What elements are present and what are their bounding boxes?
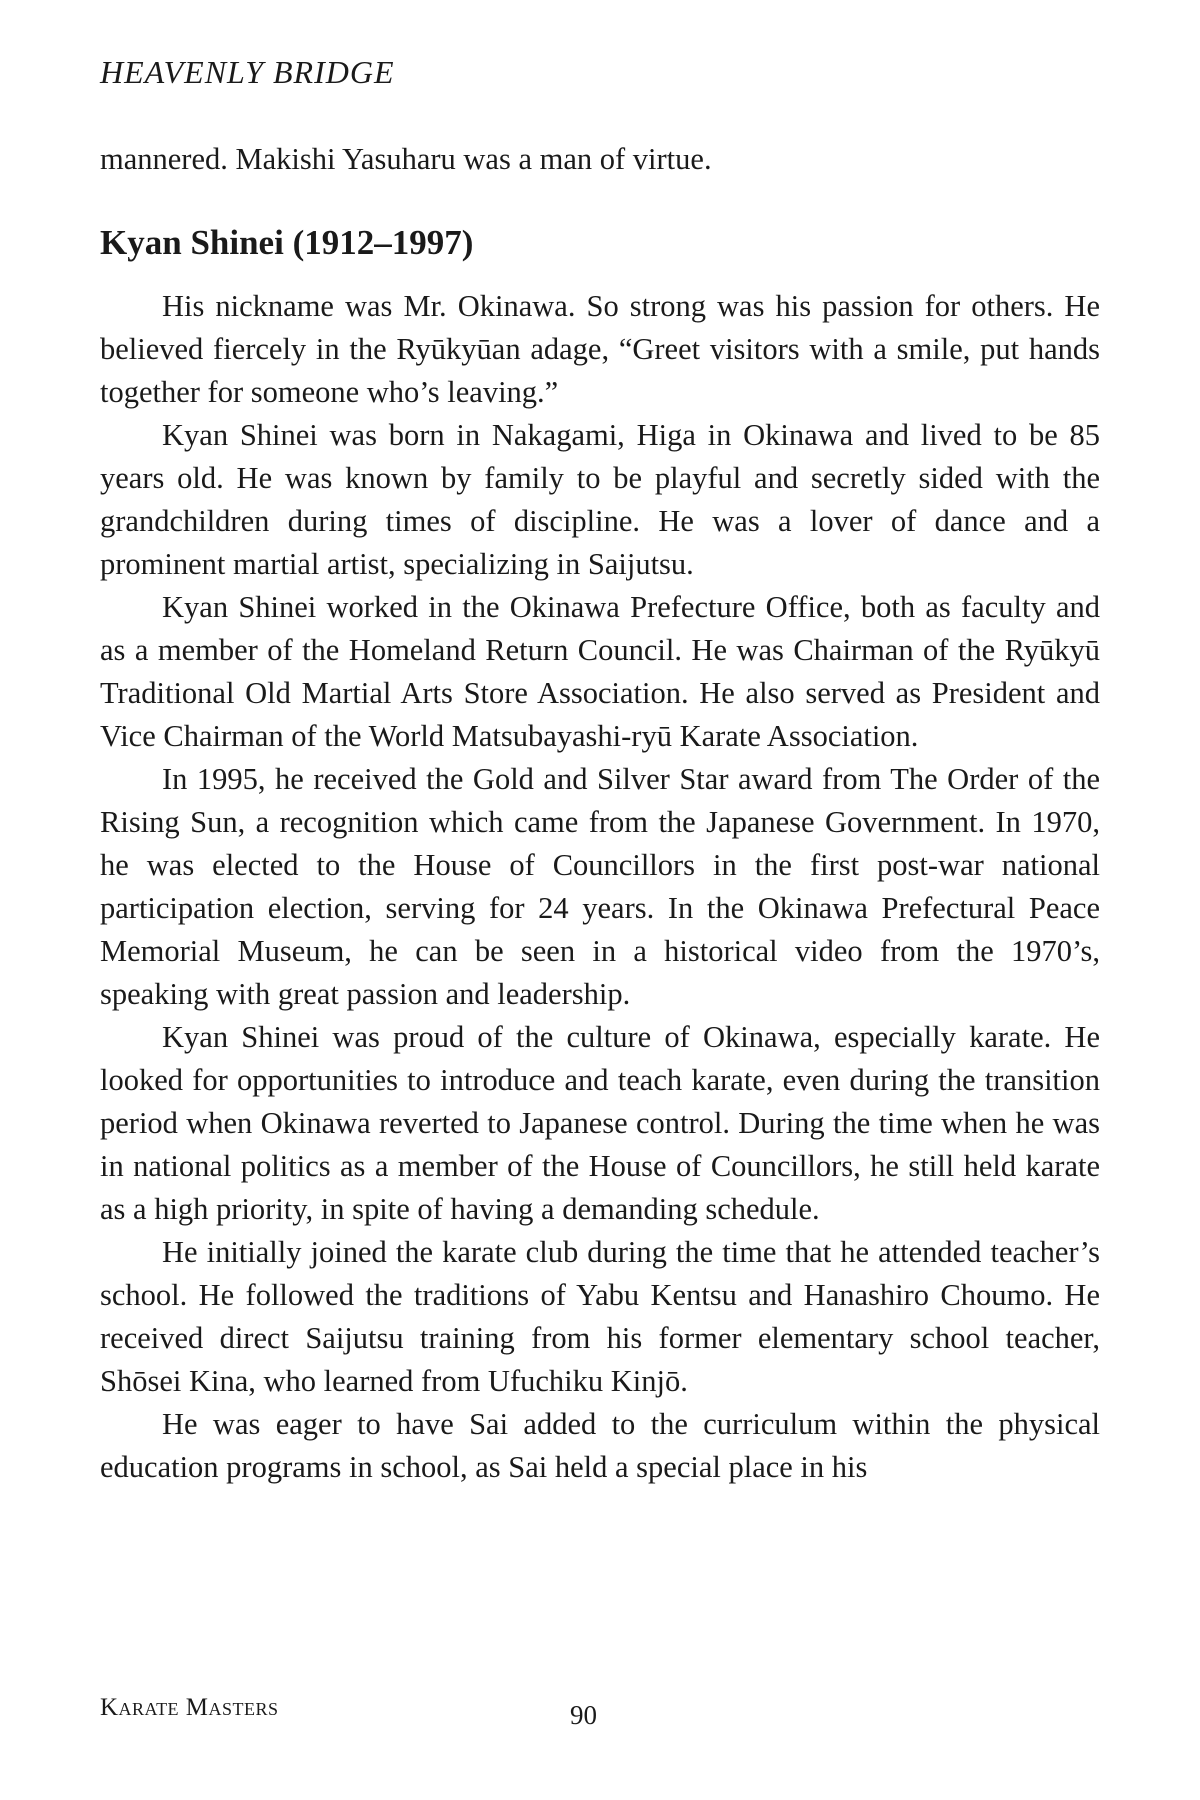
- body-text: [100, 138, 1100, 1489]
- paragraph-7: He was eager to have Sai added to the curriculum within the physical education programs in school, as Sai held a special place in his: [100, 1407, 1100, 1484]
- paragraph-6: He initially joined the karate club during the time that he attended teacher’s school. He followed the traditions of Yabu Kentsu and Hanashiro Choumo. He received direct Saijutsu training from his former elementary school teacher, Shōsei Kina, who learned from Ufuchiku Kinjō.: [100, 1235, 1100, 1398]
- page-number: 90: [570, 1700, 597, 1730]
- paragraph-3: Kyan Shinei worked in the Okinawa Prefecture Office, both as faculty and as a member of the Homeland Return Council. He was Chairman of the Ryūkyū Traditional Old Martial Arts Store Association. He also served as President and Vice Chairman of the World Matsubayashi-ryū Karate Association.: [100, 590, 1100, 753]
- paragraph-2: Kyan Shinei was born in Nakagami, Higa in Okinawa and lived to be 85 years old. He was known by family to be playful and secretly sided with the grandchildren during times of discipline. He was a lover of dance and a prominent martial artist, specializing in Saijutsu.: [100, 418, 1100, 581]
- continuation-paragraph: mannered. Makishi Yasuharu was a man of virtue.: [100, 142, 712, 176]
- paragraph-1: His nickname was Mr. Okinawa. So strong was his passion for others. He believed fiercely in the Ryūkyūan adage, “Greet visitors with a smile, put hands together for someone who’s leaving.”: [100, 289, 1100, 409]
- running-head: HEAVENLY BRIDGE: [100, 54, 395, 90]
- paragraph-4: In 1995, he received the Gold and Silver Star award from The Order of the Rising Sun, a recognition which came from the Japanese Government. In 1970, he was elected to the House of Councillors in the first post-war national participation election, serving for 24 years. In the Okinawa Prefectural Peace Memorial Museum, he can be seen in a historical video from the 1970’s, speaking with great passion and leadership.: [100, 762, 1100, 1011]
- paragraph-5: Kyan Shinei was proud of the culture of Okinawa, especially karate. He looked for opportunities to introduce and teach karate, even during the transition period when Okinawa reverted to Japanese control. During the time when he was in national politics as a member of the House of Councillors, he still held karate as a high priority, in spite of having a demanding schedule.: [100, 1020, 1100, 1226]
- section-heading: Kyan Shinei (1912–1997): [100, 223, 474, 262]
- footer-book-section: Karate Masters: [100, 1694, 279, 1721]
